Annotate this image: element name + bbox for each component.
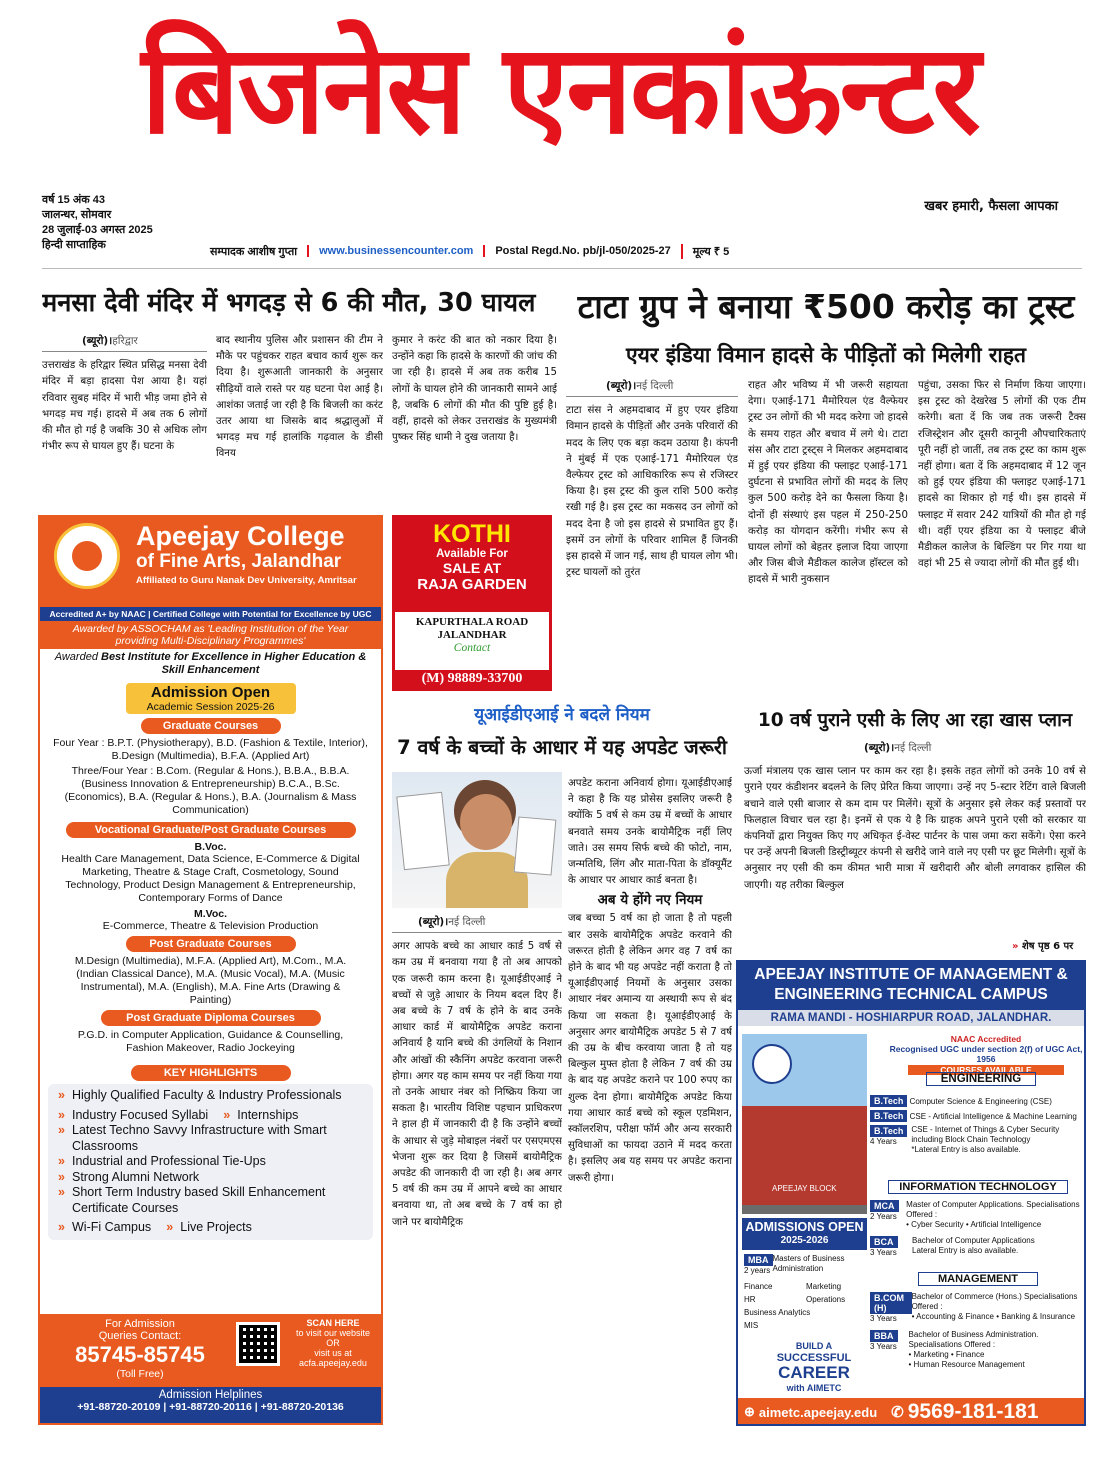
- mca-spec: • Cyber Security • Artificial Intelligence: [906, 1220, 1042, 1229]
- story4-body: [744, 740, 1086, 958]
- aimetc-building-photo: [742, 1034, 867, 1214]
- acfa-contact-box: [40, 1314, 381, 1387]
- aimetc-ad: [736, 960, 1086, 1426]
- acfa-scan-title: SCAN HERE: [306, 1318, 360, 1328]
- acfa-logo: [54, 523, 120, 589]
- acfa-bvoc-list: Health Care Management, Data Science, E-Commerce & Digital Marketing, Theatre & Stage Craft, Cosmetology, Sound Technology, Product Design Management & Entrepreneurship, Contemporary Forms of Dance: [61, 853, 360, 904]
- kothi-contact: Contact: [453, 642, 491, 654]
- issue-dates: 28 जुलाई-03 अगस्त 2025: [42, 224, 153, 236]
- acfa-mvoc-list: E-Commerce, Theatre & Television Production: [102, 920, 319, 932]
- highlight-item: » Highly Qualified Faculty & Industry Professionals: [58, 1088, 363, 1104]
- acfa-contact-l1: For Admission: [105, 1318, 175, 1330]
- aimetc-mgmt: MANAGEMENT: [918, 1272, 1038, 1286]
- story1-headline: मनसा देवी मंदिर में भगदड़ से 6 की मौत, 30 घायल: [42, 288, 536, 318]
- story1-col3: कुमार ने करंट की बात को नकार दिया है। उन्होंने कहा कि हादसे के कारणों की जांच की जा रही है। हादसे में अब तक करीब 15 लोगों के घायल होने की जानकारी सामने आई है, जबकि 6 लोगों की मौत की पुष्टि हुई है। वहीं, हादसे को लेकर उत्तराखंड के मुख्यमंत्री पुष्कर सिंह धामी ने दुख जताया है।: [392, 335, 557, 444]
- btech2: CSE - Artificial Intelligence & Machine Learning: [909, 1112, 1077, 1121]
- aimetc-adm-title: ADMISSIONS OPEN: [745, 1220, 864, 1234]
- highlight-item: » Live Projects: [166, 1220, 252, 1236]
- mba-spec: Finance: [744, 1282, 773, 1291]
- acfa-scan-text: to visit our website: [295, 1328, 371, 1338]
- acfa-grad2: Three/Four Year : B.Com. (Regular & Hons.), B.B.A., B.B.A. (Business Innovation & Entrepreneurship) B.C.A., B.Sc. (Economics), B.A. (Regular & Hons.), B.A. (Journalism & Mass Communication): [64, 765, 357, 816]
- acfa-voc-title: Vocational Graduate/Post Graduate Courses: [66, 822, 356, 838]
- qr-code-icon[interactable]: [236, 1322, 280, 1366]
- acfa-pg-title: Post Graduate Courses: [126, 936, 296, 952]
- story1-text1: उत्तराखंड के हरिद्वार स्थित प्रसिद्ध मनसा देवी मंदिर में बड़ा हादसा पेश आया है। यहां रविवार सुबह मंदिर में भारी भीड़ जमा होने से भगदड़ मच गई। हादसे में अब तक 6 लोगों की मौत हो गई है जबकि 30 से अधिक लोग गंभीर रूप से घायल हुए हैं। घटना के: [42, 360, 207, 453]
- acfa-highlights: [48, 1084, 373, 1240]
- child-aadhaar-photo: [392, 772, 562, 908]
- acfa-award1: Awarded by ASSOCHAM as 'Leading Institution of the Year providing Multi-Disciplinary Programmes': [40, 621, 381, 649]
- mba-specs: [744, 1282, 868, 1331]
- story3-headline: 7 वर्ष के बच्चों के आधार में यह अपडेट जरूरी: [397, 736, 727, 759]
- story3-text2a: अपडेट कराना अनिवार्य होगा। यूआईडीएआई ने कहा है कि यह प्रोसेस इसलिए जरूरी है क्योंकि 5 वर्ष से कम उम्र में बच्चों के आधार बनवाते समय उनके बायोमैट्रिक नहीं लिए जाते। उस समय सिर्फ बच्चे की फोटो, नाम, जन्मतिथि, लिंग और माता-पिता के डॉक्यूमैंट के आधार पर आधार कार्ड बनता है।: [568, 778, 732, 887]
- aimetc-accr: [888, 1034, 1084, 1076]
- kothi-l4: KAPURTHALA ROAD: [415, 616, 529, 628]
- kothi-l5: JALANDHAR: [437, 629, 507, 641]
- btech3: CSE - Internet of Things & Cyber Security including Block Chain Technology: [911, 1125, 1060, 1144]
- aimetc-web[interactable]: aimetc.apeejay.edu: [758, 1404, 878, 1420]
- kothi-head: [395, 518, 549, 612]
- acfa-bvoc: B.Voc.: [194, 841, 227, 853]
- story3-subhead: अब ये होंगे नए नियम: [597, 892, 703, 909]
- mba-spec: Operations: [806, 1295, 846, 1304]
- kothi-l3: RAJA GARDEN: [417, 576, 527, 593]
- bba-text: Bachelor of Business Administration. Specialisations Offered :: [908, 1330, 1039, 1349]
- btech-badge: B.Tech: [870, 1110, 907, 1122]
- kothi-l2: SALE AT: [442, 560, 502, 576]
- place-day: जालन्धर, सोमवार: [42, 209, 112, 221]
- bba-spec2: • Human Resource Management: [908, 1360, 1025, 1369]
- aimetc-bldg: APEEJAY BLOCK: [772, 1184, 837, 1193]
- build3: CAREER: [778, 1363, 850, 1382]
- story4-headline: 10 वर्ष पुराने एसी के लिए आ रहा खास प्लान: [757, 710, 1073, 731]
- kothi-title: KOTHI: [433, 520, 511, 548]
- mba-years: 2 years: [744, 1266, 771, 1275]
- story4-dateline-place: नई दिल्ली: [894, 742, 932, 754]
- aimetc-ugc: Recognised UGC under section 2(f) of UGC Act, 1956: [889, 1044, 1083, 1064]
- acfa-scan: [288, 1318, 378, 1368]
- build2: SUCCESSFUL: [776, 1352, 852, 1364]
- story2-headline: टाटा ग्रुप ने बनाया ₹500 करोड़ का ट्रस्ट: [577, 287, 1075, 326]
- story2-text1: टाटा संस ने अहमदाबाद में हुए एयर इंडिया विमान हादसे के पीड़ितों और उनके परिवारों की मदद के लिए एक बड़ा कदम उठाया है। कंपनी ने मुंबई में एक एआई-171 मैमोरियल एंड वैल्फेयर ट्रस्ट को आधिकारिक रूप से रजिस्टर किया है। इस ट्रस्ट की कुल राशि 500 करोड़ रखी गई है। इस ट्रस्ट का मकसद उन लोगों को मदद देना है जो इस हादसे से प्रभावित हुए हैं। इसमें उन लोगों के परिवार शामिल हैं जिनकी इस हादसे में जान गई, साथ ही घायल लोग भी। ट्रस्ट घायलों को तुरंत: [566, 405, 738, 579]
- mba-spec: MIS: [744, 1321, 759, 1330]
- acfa-accreditation: Accredited A+ by NAAC | Certified College with Potential for Excellence by UGC: [40, 607, 381, 621]
- story3-dateline-tag: (ब्यूरो)।: [418, 916, 449, 928]
- bcom-spec: • Accounting & Finance • Banking & Insurance: [911, 1312, 1076, 1321]
- acfa-session: Academic Session 2025-26: [146, 701, 275, 713]
- continue-arrow-icon: »: [1012, 941, 1019, 952]
- build4: with AIMETC: [786, 1383, 842, 1393]
- acfa-admission-box: [126, 683, 296, 714]
- aimetc-it-rows: [870, 1198, 1084, 1264]
- highlight-item: » Internships: [223, 1108, 298, 1124]
- story1-col1: [42, 333, 207, 511]
- bcom-badge: B.COM (H): [870, 1292, 912, 1314]
- bca-badge: BCA: [870, 1236, 898, 1248]
- globe-icon: ⊕: [744, 1404, 755, 1419]
- mca-text: Master of Computer Applications. Specialisations Offered :: [906, 1200, 1080, 1219]
- aimetc-adm: [742, 1218, 867, 1250]
- story4-continue[interactable]: [1012, 938, 1073, 952]
- bba-badge: BBA: [870, 1330, 898, 1342]
- aimetc-adm-year: 2025-2026: [780, 1235, 829, 1246]
- aimetc-eng: ENGINEERING: [926, 1072, 1036, 1086]
- bca-years: 3 Years: [870, 1248, 897, 1257]
- acfa-header: [40, 517, 381, 607]
- highlight-item: » Latest Techno Savvy Infrastructure with Smart Classrooms: [58, 1123, 363, 1154]
- postal-reg: Postal Regd.No. pb/jl-050/2025-27: [483, 245, 680, 257]
- story4-dateline-tag: (ब्यूरो)।: [864, 742, 895, 754]
- tagline: खबर हमारी, फैसला आपका: [924, 199, 1058, 214]
- acfa-tollfree: (Toll Free): [116, 1368, 164, 1380]
- acfa-name2: of Fine Arts, Jalandhar: [136, 551, 342, 572]
- acfa-helpline-bar: [40, 1387, 381, 1423]
- highlight-item: » Industrial and Professional Tie-Ups: [58, 1154, 363, 1170]
- kothi-phone[interactable]: (M) 98889-33700: [395, 670, 549, 688]
- aimetc-address: RAMA MANDI - HOSHIARPUR ROAD, JALANDHAR.: [738, 1010, 1084, 1026]
- story3-col2: [568, 776, 732, 1424]
- mba-spec: Business Analytics: [744, 1308, 811, 1317]
- acfa-pgd-list: P.G.D. in Computer Application, Guidance & Counselling, Fashion Makeover, Radio Jockeying: [77, 1029, 344, 1054]
- acfa-or: OR: [326, 1338, 340, 1348]
- info-bar: [200, 240, 850, 262]
- masthead-divider: [42, 268, 1082, 269]
- kothi-ad: [392, 515, 552, 691]
- story2-col1: [566, 378, 738, 696]
- bba-spec1: • Marketing • Finance: [908, 1350, 985, 1359]
- story1-col2: बाद स्थानीय पुलिस और प्रशासन की टीम ने मौके पर पहुंचकर राहत बचाव कार्य शुरू कर दिया है। शुरूआती जानकारी के अनुसार सीढ़ियों वाले रास्ते पर यह घटना पेश आई है। आशंका जताई जा रही है कि बिजली का करंट उतर आया था जिसके बाद श्रद्धालुओं में भगदड़ मच गई हालांकि गढ़वाल के डीसी विनय: [216, 335, 383, 460]
- acfa-phone[interactable]: 85745-85745: [75, 1342, 205, 1367]
- masthead-title: बिजनेस एनकांऊन्टर: [141, 16, 979, 162]
- btech-badge: B.Tech: [870, 1095, 907, 1107]
- mba-spec: HR: [744, 1295, 756, 1304]
- story1-dateline-place: हरिद्वार: [112, 335, 138, 347]
- btech-years: 4 Years: [870, 1137, 897, 1146]
- aimetc-footer: [738, 1398, 1084, 1426]
- mca-badge: MCA: [870, 1200, 899, 1212]
- phone-icon: ✆: [891, 1404, 904, 1421]
- highlight-item: » Short Term Industry based Skill Enhancement Certificate Courses: [58, 1185, 363, 1216]
- story3-col1: [392, 914, 562, 1424]
- mba-badge: MBA: [744, 1254, 773, 1266]
- story3-text2b: जब बच्चा 5 वर्ष का हो जाता है तो पहली बार उसके बायोमैट्रिक अपडेट करवाने की जरूरत होती है लेकिन अगर वह 7 वर्ष का होने के बाद भी यह अपडेट नहीं कराता है तो यूआईडीएआई नियमों के अनुसार उसका आधार नंबर अमान्य या अस्थायी रूप से बंद किया जा सकता है। यूआईडीएआई के अनुसार अगर बायोमैट्रिक अपडेट 5 से 7 वर्ष की उम्र के बीच करवाया जाता है तो यह बिल्कुल मुफ्त होता है लेकिन 7 वर्ष की उम्र के बाद यह अपडेट कराने पर 100 रुपए का शुल्क देना होगा। बायोमैट्रिक अपडेट किया गया आधार कार्ड बच्चे को स्कूल एडमिशन, स्कॉलरशिप, परीक्षा फॉर्म और अन्य सरकारी सुविधाओं का फायदा उठाने में मदद करता है। इसलिए अब यह समय पर अपडेट कराना जरूरी होगा।: [568, 913, 732, 1184]
- acfa-grad-title: Graduate Courses: [141, 718, 281, 734]
- aimetc-eng-rows: [870, 1092, 1084, 1158]
- acfa-name1: Apeejay College: [136, 521, 345, 551]
- highlight-item: » Industry Focused Syllabi: [58, 1108, 208, 1124]
- issue-number: वर्ष 15 अंक 43: [42, 194, 105, 206]
- bba-years: 3 Years: [870, 1342, 897, 1351]
- story2-dateline-place: नई दिल्ली: [636, 380, 674, 392]
- story4-continue-text: शेष पृष्ठ 6 पर: [1021, 941, 1074, 952]
- mba-text: Masters of Business Administration: [772, 1254, 845, 1273]
- bcom-years: 3 Years: [870, 1314, 897, 1323]
- bca-lateral: Lateral Entry is also available.: [912, 1246, 1019, 1255]
- aimetc-title1: APEEJAY INSTITUTE OF MANAGEMENT &: [754, 966, 1068, 983]
- acfa-award2-text: Best Institute for Excellence in Higher Education & Skill Enhancement: [101, 651, 367, 676]
- story2-dateline-tag: (ब्यूरो)।: [606, 380, 637, 392]
- story3-dateline-place: नई दिल्ली: [448, 916, 486, 928]
- story2-col2: राहत और भविष्य में भी जरूरी सहायता देगा। एआई-171 मैमोरियल एंड वैल्फेयर ट्रस्ट उन लोगों की भी मदद करेगा जो हादसे के समय राहत और बचाव में लगे थे। टाटा संस और टाटा ट्रस्ट्स ने मिलकर अहमदाबाद में हुई एयर इंडिया की फ्लाइट एआई-171 दुर्घटना से प्रभावित लोगों की मदद के लिए कुल 500 करोड़ देने का फैसला किया है। दोनों ही संस्थाएं इस पहल में 250-250 करोड़ का योगदान करेंगी। गंभीर रूप से घायल लोगों को बेहतर इलाज दिया जाएगा और जिस बीजे मैडीकल कालेज हॉस्टल को हादसे में भारी नुकसान: [748, 380, 908, 586]
- highlight-item: » Wi-Fi Campus: [58, 1220, 151, 1236]
- lateral1: *Lateral Entry is also available.: [911, 1145, 1021, 1154]
- aimetc-mba: [744, 1254, 868, 1331]
- acfa-award2-prefix: Awarded: [54, 651, 101, 663]
- btech-badge: B.Tech: [870, 1125, 907, 1137]
- aimetc-it: INFORMATION TECHNOLOGY: [888, 1180, 1068, 1194]
- acfa-ad: [38, 515, 383, 1425]
- aimetc-naac: NAAC Accredited: [950, 1034, 1022, 1044]
- editor-name: सम्पादक आशीष गुप्ता: [210, 245, 298, 258]
- bca-text: Bachelor of Computer Applications: [912, 1236, 1035, 1245]
- story3-kicker: यूआईडीएआई ने बदले नियम: [474, 705, 650, 725]
- aimetc-courses: COURSES AVAILABLE: [908, 1065, 1064, 1075]
- story4-text: ऊर्जा मंत्रालय एक खास प्लान पर काम कर रहा है। इसके तहत लोगों को उनके 10 वर्ष से पुराने एयर कंडीशनर बदलने के लिए प्रेरित किया जाएगा। उन्हें नए 5-स्टार रेटिंग वाले बिजली बचाने वाले एसी बाजार से कम दाम पर मिलेंगे। सूत्रों के अनुसार इसे लेकर कई प्रस्तावों पर फिलहाल विचार चल रहा है। इनमें से एक ये है कि ग्राहक अपने पुराने एसी को सरकार या कंपनियों द्वारा नियुक्त किए गए अधिकृत ई-वेस्ट पार्टनर के पास जमा करा सकेंगे। ऐसा करने पर उन्हें अपनी बिजली डिस्ट्रीब्यूटर कंपनी से खरीदे जाने वाले नए एसी पर छूट मिलेगी। सूत्रों के अनुसार नए एसी की कम कीमत भारी मात्रा में खरीदारी और बोली लगवाकर हासिल की जाएगी। यह तरीका बिल्कुल: [744, 766, 1086, 891]
- acfa-helplines[interactable]: +91-88720-20109 | +91-88720-20116 | +91-88720-20136: [77, 1401, 344, 1413]
- issue-meta: [42, 193, 153, 253]
- aimetc-mgmt-rows: [870, 1290, 1084, 1376]
- acfa-visit: visit us at: [314, 1348, 352, 1358]
- acfa-pgd-title: Post Graduate Diploma Courses: [101, 1010, 321, 1026]
- price: मूल्य ₹ 5: [681, 244, 740, 259]
- acfa-mvoc: M.Voc.: [193, 908, 228, 920]
- highlight-item: » Strong Alumni Network: [58, 1170, 363, 1186]
- story3-text1: अगर आपके बच्चे का आधार कार्ड 5 वर्ष से कम उम्र में बनवाया गया है तो अब आपको एक जरूरी काम करना है। यूआईडीएआई ने बच्चों से जुड़े आधार के नियम बदल दिए हैं। अब बच्चे के 7 वर्ष के होने के बाद उनके आधार कार्ड में बायोमैट्रिक अपडेट कराना अनिवार्य है यानि बच्चे की उंगलियों के निशान और आंखों की स्कैनिंग अपडेट करवाना जरूरी होगा। अगर यह काम समय पर नहीं किया गया तो उनके आधार नंबर को निष्क्रिय किया जा सकता है। भारतीय विशिष्ट पहचान प्राधिकरण ने हाल ही में जानकारी दी है कि उन्होंने बच्चों के आधार से जुड़े मोबाइल नंबरों पर एसएमएस भेजना शुरू कर दिया है जिसमें बायोमैट्रिक अपडेट की जानकारी दी जा रही है। अब अगर 5 वर्ष की कम उम्र में आपने बच्चे का आधार बनवाया था, तो अब बच्चे के 7 वर्ष का हो जाने पर बायोमैट्रिक: [392, 941, 562, 1228]
- build1: BUILD A: [795, 1341, 833, 1351]
- acfa-kh-title: KEY HIGHLIGHTS: [131, 1065, 291, 1081]
- paper-type: हिन्दी साप्ताहिक: [42, 239, 106, 251]
- aimetc-header: [738, 962, 1084, 1010]
- kothi-l1: Available For: [436, 548, 508, 560]
- acfa-award2: [40, 649, 381, 679]
- aimetc-build: [758, 1340, 870, 1394]
- acfa-pg-list: M.Design (Multimedia), M.F.A. (Applied Art), M.Com., M.A. (Indian Classical Dance), M.A. (Music Vocal), M.A. (Music Instrumental), M.A. (English), M.A. Fine Arts (Drawing & Painting): [74, 955, 347, 1006]
- mba-spec: Marketing: [806, 1282, 842, 1291]
- btech1: Computer Science & Engineering (CSE): [909, 1097, 1052, 1106]
- story1-dateline-tag: (ब्यूरो)।: [82, 335, 113, 347]
- bcom-text: Bachelor of Commerce (Hons.) Specialisations Offered :: [911, 1292, 1078, 1311]
- acfa-helpline-title: Admission Helplines: [158, 1389, 263, 1401]
- story2-subhead: एयर इंडिया विमान हादसे के पीड़ितों को मिलेगी राहत: [626, 343, 1026, 367]
- story2-col3: पहुंचा, उसका फिर से निर्माण किया जाएगा। इस ट्रस्ट को देखरेख 5 लोगों की एक टीम करेगी। बता दें कि जब तक जरूरी टैक्स रजिस्ट्रेशन और दूसरी कानूनी औपचारिकताएं पूरी नहीं हो जातीं, तब तक ट्रस्ट का काम शुरू नहीं होगा। बता दें कि अहमदाबाद में 12 जून को हुई एयर इंडिया की फ्लाइट एआई-171 हादसे का शिकार हो गई थी। इस हादसे में फ्लाइट में सवार 242 यात्रियों की मौत हो गई थी। वहीं एयर इंडिया का ये फ्लाइट बीजे मैडीकल कालेज के बिल्डिंग पर गिर गया था वहां भी 25 से ज्यादा लोगों की मौत हुई थी।: [918, 380, 1086, 570]
- acfa-url[interactable]: acfa.apeejay.edu: [299, 1358, 367, 1368]
- mca-years: 2 Years: [870, 1212, 897, 1221]
- aimetc-phone[interactable]: 9569-181-181: [907, 1400, 1039, 1423]
- website-link[interactable]: www.businessencounter.com: [307, 245, 483, 257]
- acfa-admission: Admission Open: [150, 684, 271, 701]
- aimetc-title2: ENGINEERING TECHNICAL CAMPUS: [774, 986, 1048, 1003]
- acfa-contact-l2: Queries Contact:: [98, 1330, 182, 1342]
- acfa-affil: Affiliated to Guru Nanak Dev University, Amritsar: [136, 575, 357, 586]
- acfa-grad1: Four Year : B.P.T. (Physiotherapy), B.D. (Fashion & Textile, Interior), B.Design (Multimedia), B.F.A. (Applied Art): [53, 737, 368, 762]
